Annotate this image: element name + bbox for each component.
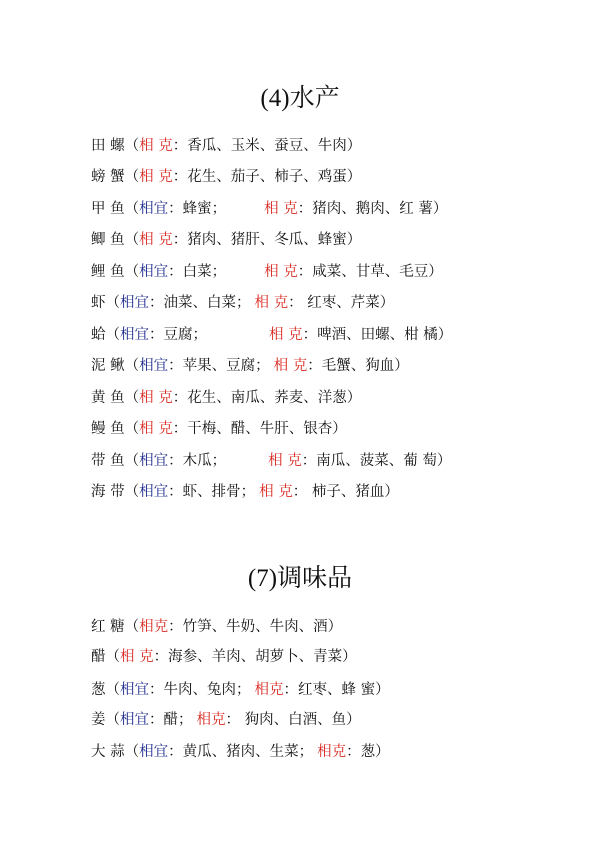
label-colon: ： (292, 484, 308, 500)
close-paren: ） (436, 453, 452, 469)
open-paren: （ (124, 390, 140, 406)
open-paren: （ (105, 682, 120, 698)
food-name: 葱 (91, 682, 106, 698)
incompatible-foods: 花生、南瓜、荞麦、洋葱 (187, 390, 347, 406)
close-paren: ） (428, 264, 443, 280)
open-paren: （ (124, 138, 140, 154)
incompatible-label: 相克 (317, 744, 347, 760)
incompatible-foods: 啤酒、田螺、柑 橘 (317, 327, 438, 343)
list-item (91, 199, 447, 219)
open-paren: （ (124, 358, 140, 374)
close-paren: ） (394, 358, 409, 374)
open-paren: （ (124, 421, 140, 437)
label-colon: ： (225, 712, 240, 728)
close-paren: ） (375, 682, 390, 698)
open-paren: （ (124, 264, 140, 280)
incompatible-label: 相 克 (139, 390, 173, 406)
compatible-label: 相宜 (139, 201, 169, 217)
food-name: 红 糖 (91, 619, 125, 635)
food-name: 海 带 (91, 484, 125, 500)
compatible-foods: 油菜、白菜； (163, 295, 251, 311)
close-paren: ） (346, 712, 361, 728)
label-colon: ： (307, 358, 322, 374)
incompatible-foods: 毛蟹、狗血 (321, 358, 395, 374)
open-paren: （ (124, 201, 140, 217)
close-paren: ） (384, 484, 399, 500)
label-colon: ： (172, 421, 188, 437)
close-paren: ） (327, 619, 343, 635)
label-colon: ： (168, 264, 183, 280)
food-name: 鲫 鱼 (91, 232, 125, 248)
incompatible-label: 相 克 (139, 138, 173, 154)
incompatible-foods: 红枣、蜂 蜜 (298, 682, 376, 698)
close-paren: ） (379, 295, 395, 311)
incompatible-label: 相 克 (139, 421, 173, 437)
compatible-label: 相宜 (120, 712, 149, 728)
open-paren: （ (124, 619, 140, 635)
label-colon: ： (172, 390, 188, 406)
compatible-foods: 苹果、豆腐； (182, 358, 270, 374)
incompatible-foods: 猪肉、猪肝、冬瓜、蜂蜜 (187, 232, 347, 248)
label-colon: ： (297, 201, 313, 217)
close-paren: ） (342, 649, 357, 665)
close-paren: ） (332, 421, 347, 437)
list-item (91, 482, 399, 502)
compatible-foods: 豆腐； (163, 327, 207, 343)
incompatible-label: 相 克 (139, 232, 173, 248)
compatible-label: 相宜 (139, 358, 169, 374)
list-item (91, 356, 409, 376)
list-item (91, 710, 361, 730)
compatible-foods: 蜂蜜； (182, 201, 227, 217)
compatible-foods: 木瓜； (182, 453, 227, 469)
food-name: 甲 鱼 (91, 201, 125, 217)
food-name: 大 蒜 (91, 744, 125, 760)
open-paren: （ (124, 484, 140, 500)
compatible-label: 相宜 (120, 295, 149, 311)
compatible-label: 相宜 (139, 453, 169, 469)
incompatible-foods: 花生、茄子、柿子、鸡蛋 (187, 169, 347, 185)
label-colon: ： (149, 295, 164, 311)
list-item (91, 647, 357, 667)
section-number: (4) (260, 85, 290, 112)
section-title-text: 水产 (289, 83, 340, 112)
incompatible-label: 相 克 (259, 484, 293, 500)
label-colon: ： (301, 453, 317, 469)
food-name: 黄 鱼 (91, 390, 125, 406)
food-name: 虾 (91, 295, 106, 311)
close-paren: ） (346, 232, 362, 248)
food-name: 带 鱼 (91, 453, 125, 469)
label-colon: ： (153, 649, 169, 665)
incompatible-label: 相 克 (120, 649, 154, 665)
list-item (91, 293, 394, 313)
label-colon: ： (149, 327, 164, 343)
food-name: 蛤 (91, 327, 106, 343)
list-item (91, 167, 361, 187)
label-colon: ： (172, 138, 188, 154)
close-paren: ） (432, 201, 448, 217)
label-colon: ： (346, 744, 361, 760)
food-name: 醋 (91, 649, 106, 665)
incompatible-label: 相 克 (264, 264, 298, 280)
open-paren: （ (105, 649, 120, 665)
incompatible-foods: 猪肉、鹅肉、红 薯 (312, 201, 433, 217)
label-colon: ： (168, 201, 183, 217)
label-colon: ： (283, 682, 298, 698)
section-title-condiments (0, 563, 600, 594)
close-paren: ） (346, 138, 362, 154)
open-paren: （ (124, 232, 140, 248)
compatible-foods: 醋； (163, 712, 193, 728)
compatible-label: 相宜 (120, 682, 149, 698)
compatible-label: 相宜 (139, 744, 169, 760)
list-item (91, 325, 452, 345)
label-colon: ： (288, 295, 303, 311)
food-name: 鳗 鱼 (91, 421, 125, 437)
food-name: 鲤 鱼 (91, 264, 125, 280)
incompatible-foods: 海参、羊肉、胡萝卜、青菜 (168, 649, 343, 665)
list-item (91, 230, 361, 250)
label-colon: ： (168, 358, 183, 374)
list-item (91, 742, 390, 762)
incompatible-label: 相 克 (264, 201, 298, 217)
incompatible-foods: 香瓜、玉米、蚕豆、牛肉 (187, 138, 347, 154)
label-colon: ： (172, 232, 188, 248)
open-paren: （ (105, 295, 120, 311)
list-item (91, 419, 347, 439)
incompatible-label: 相克 (254, 682, 284, 698)
close-paren: ） (346, 390, 362, 406)
label-colon: ： (168, 619, 183, 635)
label-colon: ： (168, 453, 183, 469)
list-item (91, 262, 443, 282)
incompatible-foods: 南瓜、菠菜、葡 萄 (316, 453, 437, 469)
food-name: 姜 (91, 712, 106, 728)
list-item (91, 451, 451, 471)
open-paren: （ (124, 169, 140, 185)
incompatible-label: 相 克 (273, 358, 308, 374)
incompatible-label: 相 克 (139, 169, 173, 185)
open-paren: （ (105, 327, 120, 343)
close-paren: ） (437, 327, 453, 343)
incompatible-label: 相克 (196, 712, 226, 728)
section-number: (7) (247, 565, 278, 592)
compatible-label: 相宜 (139, 264, 169, 280)
compatible-foods: 白菜； (182, 264, 227, 280)
incompatible-foods: 柿子、猪血 (307, 484, 385, 500)
incompatible-label: 相 克 (269, 327, 303, 343)
open-paren: （ (105, 712, 120, 728)
label-colon: ： (168, 484, 183, 500)
label-colon: ： (168, 744, 183, 760)
label-colon: ： (302, 327, 318, 343)
label-colon: ： (172, 169, 188, 185)
label-colon: ： (149, 712, 164, 728)
incompatible-foods: 红枣、芹菜 (302, 295, 380, 311)
food-name: 螃 蟹 (91, 169, 125, 185)
compatible-foods: 牛肉、兔肉； (163, 682, 251, 698)
compatible-label: 相宜 (139, 484, 169, 500)
close-paren: ） (375, 744, 390, 760)
label-colon: ： (297, 264, 313, 280)
incompatible-label: 相 克 (254, 295, 289, 311)
close-paren: ） (346, 169, 362, 185)
food-name: 泥 鳅 (91, 358, 125, 374)
list-item (91, 388, 361, 408)
compatible-foods: 虾、排骨； (182, 484, 256, 500)
list-item (91, 617, 342, 637)
incompatible-label: 相 克 (268, 453, 302, 469)
open-paren: （ (124, 744, 140, 760)
list-item (91, 680, 390, 700)
section-title-aquatic (0, 83, 600, 114)
incompatible-foods: 咸菜、甘草、毛豆 (312, 264, 429, 280)
incompatible-label: 相克 (139, 619, 169, 635)
label-colon: ： (149, 682, 164, 698)
open-paren: （ (124, 453, 140, 469)
incompatible-foods: 竹笋、牛奶、牛肉、酒 (182, 619, 328, 635)
compatible-foods: 黄瓜、猪肉、生菜； (182, 744, 314, 760)
list-item (91, 136, 361, 156)
incompatible-foods: 狗肉、白酒、鱼 (240, 712, 347, 728)
section-title-text: 调味品 (277, 563, 353, 592)
incompatible-foods: 葱 (360, 744, 376, 760)
food-name: 田 螺 (91, 138, 125, 154)
compatible-label: 相宜 (120, 327, 149, 343)
incompatible-foods: 干梅、醋、牛肝、银杏 (187, 421, 333, 437)
